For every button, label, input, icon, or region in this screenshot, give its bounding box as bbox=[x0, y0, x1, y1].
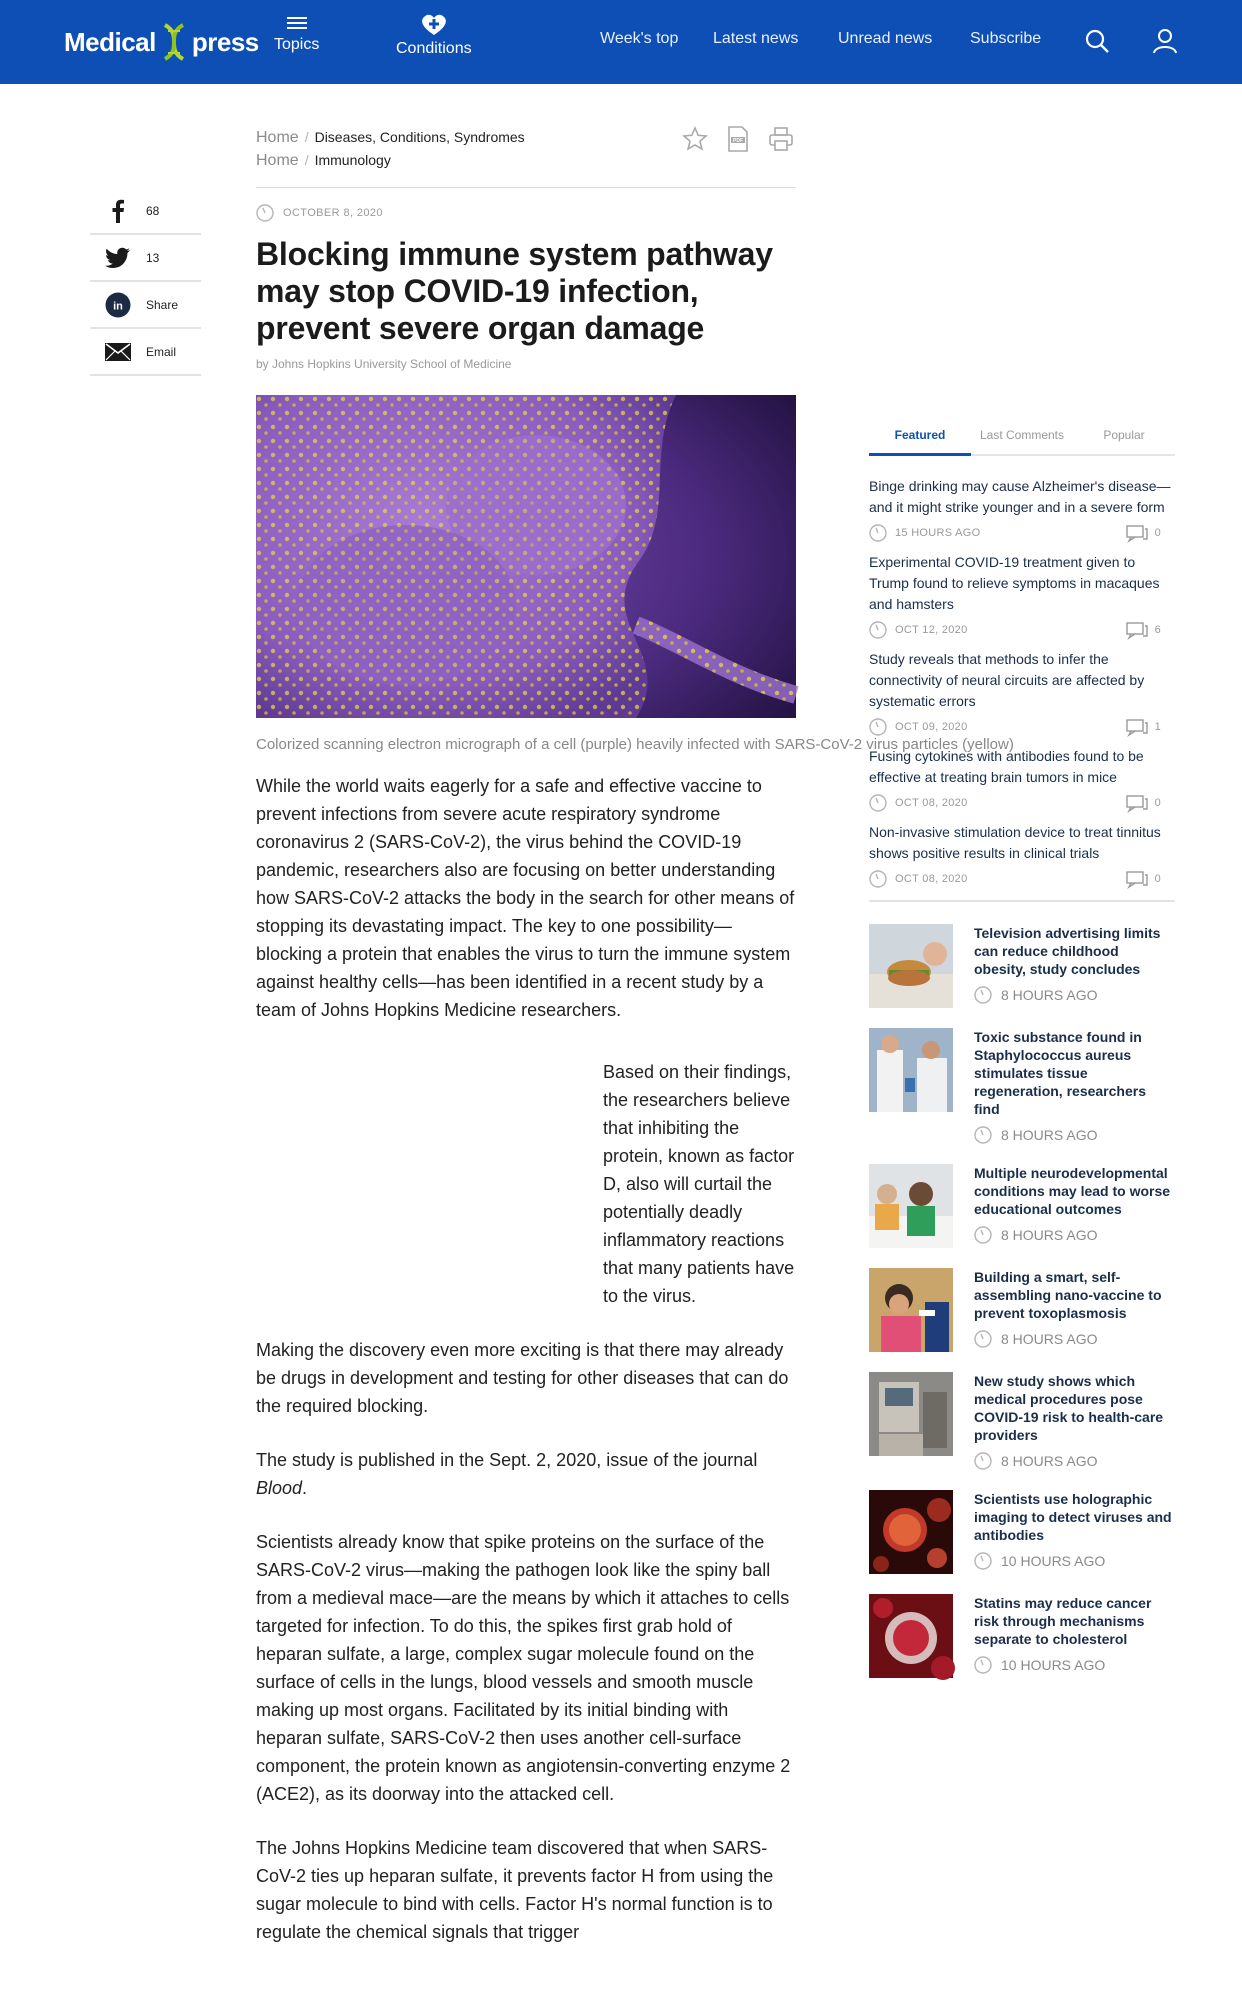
logo-text-medical: Medical bbox=[64, 26, 156, 57]
topics-label: Topics bbox=[274, 36, 320, 53]
news-thumbnail[interactable] bbox=[869, 1490, 953, 1574]
twitter-icon bbox=[105, 247, 131, 269]
logo-text-press: press bbox=[191, 26, 259, 57]
clock-icon bbox=[974, 1330, 992, 1348]
featured-item[interactable] bbox=[869, 746, 1175, 812]
clock-icon bbox=[974, 1126, 992, 1144]
article-paragraph: The study is published in the Sept. 2, 2020, issue of the journal Blood. bbox=[256, 1450, 758, 1498]
nav-unread-news[interactable]: Unread news bbox=[838, 30, 933, 47]
print-icon[interactable] bbox=[768, 126, 794, 152]
nav-latest-news[interactable]: Latest news bbox=[713, 30, 799, 47]
news-time: 10 HOURS AGO bbox=[1001, 1553, 1106, 1569]
tab-popular[interactable]: Popular bbox=[1103, 428, 1145, 442]
news-thumbnail[interactable] bbox=[869, 1164, 953, 1248]
clock-icon bbox=[869, 870, 887, 888]
news-list bbox=[869, 924, 1175, 1678]
clock-icon bbox=[974, 1552, 992, 1570]
breadcrumb-line-1: Home / Diseases, Conditions, Syndromes bbox=[256, 129, 525, 146]
topics-menu-button[interactable] bbox=[274, 14, 319, 54]
date-text: OCTOBER 8, 2020 bbox=[283, 207, 383, 219]
linkedin-label: Share bbox=[146, 297, 179, 312]
news-meta bbox=[974, 1552, 1174, 1570]
twitter-count: 13 bbox=[146, 250, 160, 265]
news-item[interactable] bbox=[869, 1490, 1175, 1574]
conditions-menu-button[interactable] bbox=[396, 14, 472, 58]
comments-icon bbox=[1126, 794, 1148, 812]
featured-time: OCT 09, 2020 bbox=[895, 721, 968, 733]
news-thumbnail[interactable] bbox=[869, 1028, 953, 1112]
article-date bbox=[256, 204, 796, 222]
news-meta bbox=[974, 1452, 1174, 1470]
comment-count: 0 bbox=[1154, 527, 1161, 539]
clock-icon bbox=[974, 1452, 992, 1470]
featured-item[interactable] bbox=[869, 552, 1175, 639]
featured-item[interactable] bbox=[869, 476, 1175, 542]
facebook-count: 68 bbox=[146, 203, 160, 218]
featured-time: 15 HOURS AGO bbox=[895, 527, 981, 539]
news-item[interactable] bbox=[869, 1594, 1175, 1678]
featured-meta bbox=[869, 524, 1175, 542]
nav-subscribe[interactable]: Subscribe bbox=[970, 30, 1042, 47]
comment-count: 0 bbox=[1154, 797, 1161, 809]
share-facebook[interactable] bbox=[90, 188, 201, 235]
svg-text:PDF: PDF bbox=[733, 138, 743, 144]
featured-time: OCT 12, 2020 bbox=[895, 624, 968, 636]
journal-name: Blood bbox=[256, 1478, 303, 1498]
news-title[interactable]: Statins may reduce cancer risk through mechanisms separate to cholesterol bbox=[974, 1595, 1152, 1647]
svg-text:in: in bbox=[113, 300, 123, 312]
news-thumbnail[interactable] bbox=[869, 1372, 953, 1456]
article-paragraph: While the world waits eagerly for a safe and effective vaccine to prevent infections from severe acute respiratory syndrome coronavirus 2 (SARS-CoV-2), the virus behind the COVID-19 pandemic, researchers also are focusing on better understanding how SARS-CoV-2 attacks the body in the search for other means of stopping its devastating impact. The key to one possibility—blocking a protein that enables the virus to turn the immune system against healthy cells—has been identified in a recent study by a team of Johns Hopkins Medicine researchers. bbox=[256, 776, 795, 1020]
comment-count: 6 bbox=[1154, 624, 1161, 636]
news-item[interactable] bbox=[869, 1028, 1175, 1144]
image-caption: Colorized scanning electron micrograph of a cell (purple) heavily infected with SARS-CoV-2 virus particles (yellow) bbox=[256, 736, 1014, 753]
share-email[interactable] bbox=[90, 329, 201, 376]
email-icon bbox=[105, 343, 131, 361]
clock-icon bbox=[869, 524, 887, 542]
article-title: Blocking immune system pathway may stop COVID-19 infection, prevent severe organ damage bbox=[256, 236, 773, 346]
sidebar-tabs bbox=[869, 420, 1175, 456]
featured-time: OCT 08, 2020 bbox=[895, 797, 968, 809]
breadcrumb-section[interactable]: Diseases, Conditions, Syndromes bbox=[314, 129, 525, 145]
comments-icon bbox=[1126, 524, 1148, 542]
featured-title[interactable]: Binge drinking may cause Alzheimer's disease—and it might strike younger and in a severe form bbox=[869, 478, 1171, 515]
news-meta bbox=[974, 1656, 1174, 1674]
share-bar bbox=[90, 188, 201, 376]
article-paragraph: Based on their findings, the researchers believe that inhibiting the protein, known as factor D, also will curtail the potentially deadly inflammatory reactions that many patients have to the virus. bbox=[603, 1062, 795, 1306]
article-paragraph: The Johns Hopkins Medicine team discovered that when SARS-CoV-2 ties up heparan sulfate, it prevents factor H from using the sugar molecule to bind with cells. Factor H's normal function is to regulate the chemical signals that trigger bbox=[256, 1838, 774, 1942]
conditions-label: Conditions bbox=[396, 40, 472, 57]
featured-meta bbox=[869, 718, 1175, 736]
tab-last-comments[interactable]: Last Comments bbox=[979, 428, 1065, 442]
news-item[interactable] bbox=[869, 1268, 1175, 1352]
article-paragraph: Scientists already know that spike proteins on the surface of the SARS-CoV-2 virus—making the pathogen look like the spiny ball from a medieval mace—are the means by which it attaches to cells targeted for infection. To do this, the spikes first grab hold of heparan sulfate, a large, complex sugar molecule found on the surface of cells in the lungs, blood vessels and smooth muscle making up most organs. Facilitated by its initial binding with heparan sulfate, SARS-CoV-2 then uses another cell-surface component, the protein known as angiotensin-converting enzyme 2 (ACE2), as its doorway into the attacked cell. bbox=[256, 1532, 791, 1804]
news-title[interactable]: Television advertising limits can reduce childhood obesity, study concludes bbox=[974, 925, 1161, 977]
tab-featured[interactable]: Featured bbox=[869, 420, 971, 454]
search-icon[interactable] bbox=[1084, 28, 1110, 54]
breadcrumb-line-2: Home / Immunology bbox=[256, 152, 391, 169]
news-thumbnail[interactable] bbox=[869, 924, 953, 1008]
news-title[interactable]: Scientists use holographic imaging to detect viruses and antibodies bbox=[974, 1491, 1172, 1543]
clock-icon bbox=[869, 718, 887, 736]
clock-icon bbox=[974, 1226, 992, 1244]
featured-title[interactable]: Experimental COVID-19 treatment given to Trump found to relieve symptoms in macaques and hamsters bbox=[869, 554, 1160, 612]
share-linkedin[interactable] bbox=[90, 282, 201, 329]
breadcrumb-section[interactable]: Immunology bbox=[314, 152, 391, 168]
email-label: Email bbox=[146, 344, 177, 359]
facebook-icon bbox=[111, 199, 125, 223]
news-item[interactable] bbox=[869, 924, 1175, 1008]
news-thumbnail[interactable] bbox=[869, 1594, 953, 1678]
news-meta bbox=[974, 1226, 1174, 1244]
sidebar bbox=[869, 420, 1175, 1698]
nav-weeks-top[interactable]: Week's top bbox=[600, 30, 679, 47]
divider bbox=[256, 187, 796, 188]
clock-icon bbox=[256, 204, 274, 222]
featured-list bbox=[869, 456, 1175, 888]
news-meta bbox=[974, 986, 1174, 1004]
news-title[interactable]: New study shows which medical procedures pose COVID-19 risk to health-care providers bbox=[974, 1373, 1164, 1443]
top-navbar bbox=[0, 0, 1242, 84]
dna-helix-icon bbox=[159, 23, 189, 61]
news-time: 8 HOURS AGO bbox=[1001, 1227, 1098, 1243]
news-meta bbox=[974, 1330, 1174, 1348]
news-time: 10 HOURS AGO bbox=[1001, 1657, 1106, 1673]
comment-count: 1 bbox=[1154, 721, 1161, 733]
featured-meta bbox=[869, 870, 1175, 888]
micrograph-illustration bbox=[256, 395, 796, 718]
comment-count: 0 bbox=[1154, 873, 1161, 885]
news-item[interactable] bbox=[869, 1164, 1175, 1248]
divider bbox=[869, 900, 1175, 902]
featured-meta bbox=[869, 794, 1175, 812]
news-time: 8 HOURS AGO bbox=[1001, 1453, 1098, 1469]
featured-item[interactable] bbox=[869, 649, 1175, 736]
heart-plus-icon bbox=[420, 14, 448, 36]
user-account-icon[interactable] bbox=[1152, 28, 1178, 54]
featured-title[interactable]: Fusing cytokines with antibodies found to be effective at treating brain tumors in mice bbox=[869, 748, 1144, 785]
news-title[interactable]: Toxic substance found in Staphylococcus aureus stimulates tissue regeneration, researchers find bbox=[974, 1029, 1146, 1117]
clock-icon bbox=[974, 986, 992, 1004]
comments-icon bbox=[1126, 718, 1148, 736]
featured-time: OCT 08, 2020 bbox=[895, 873, 968, 885]
article-paragraph: Making the discovery even more exciting is that there may already be drugs in development and testing for other diseases that can do the required blocking. bbox=[256, 1340, 789, 1416]
featured-title[interactable]: Study reveals that methods to infer the connectivity of neural circuits are affected by systematic errors bbox=[869, 651, 1145, 709]
comments-icon bbox=[1126, 870, 1148, 888]
news-time: 8 HOURS AGO bbox=[1001, 987, 1098, 1003]
comments-icon bbox=[1126, 621, 1148, 639]
news-time: 8 HOURS AGO bbox=[1001, 1127, 1098, 1143]
clock-icon bbox=[869, 621, 887, 639]
featured-title[interactable]: Non-invasive stimulation device to treat tinnitus shows positive results in clinical trials bbox=[869, 824, 1161, 861]
clock-icon bbox=[974, 1656, 992, 1674]
breadcrumb-home[interactable]: Home bbox=[256, 152, 299, 169]
linkedin-icon bbox=[105, 292, 131, 318]
pdf-icon[interactable] bbox=[726, 126, 750, 152]
hamburger-icon bbox=[286, 14, 308, 32]
site-logo[interactable] bbox=[64, 22, 259, 62]
news-time: 8 HOURS AGO bbox=[1001, 1331, 1098, 1347]
clock-icon bbox=[869, 794, 887, 812]
breadcrumb-home[interactable]: Home bbox=[256, 129, 299, 146]
news-title[interactable]: Building a smart, self-assembling nano-vaccine to prevent toxoplasmosis bbox=[974, 1269, 1162, 1321]
news-meta bbox=[974, 1126, 1174, 1144]
news-item[interactable] bbox=[869, 1372, 1175, 1470]
news-title[interactable]: Multiple neurodevelopmental conditions may lead to worse educational outcomes bbox=[974, 1165, 1171, 1217]
article-tools bbox=[682, 126, 794, 152]
featured-meta bbox=[869, 621, 1175, 639]
news-thumbnail[interactable] bbox=[869, 1268, 953, 1352]
article-byline[interactable]: by Johns Hopkins University School of Medicine bbox=[256, 357, 512, 371]
hero-image[interactable] bbox=[256, 395, 796, 718]
featured-item[interactable] bbox=[869, 822, 1175, 888]
share-twitter[interactable] bbox=[90, 235, 201, 282]
bookmark-star-icon[interactable] bbox=[682, 126, 708, 152]
